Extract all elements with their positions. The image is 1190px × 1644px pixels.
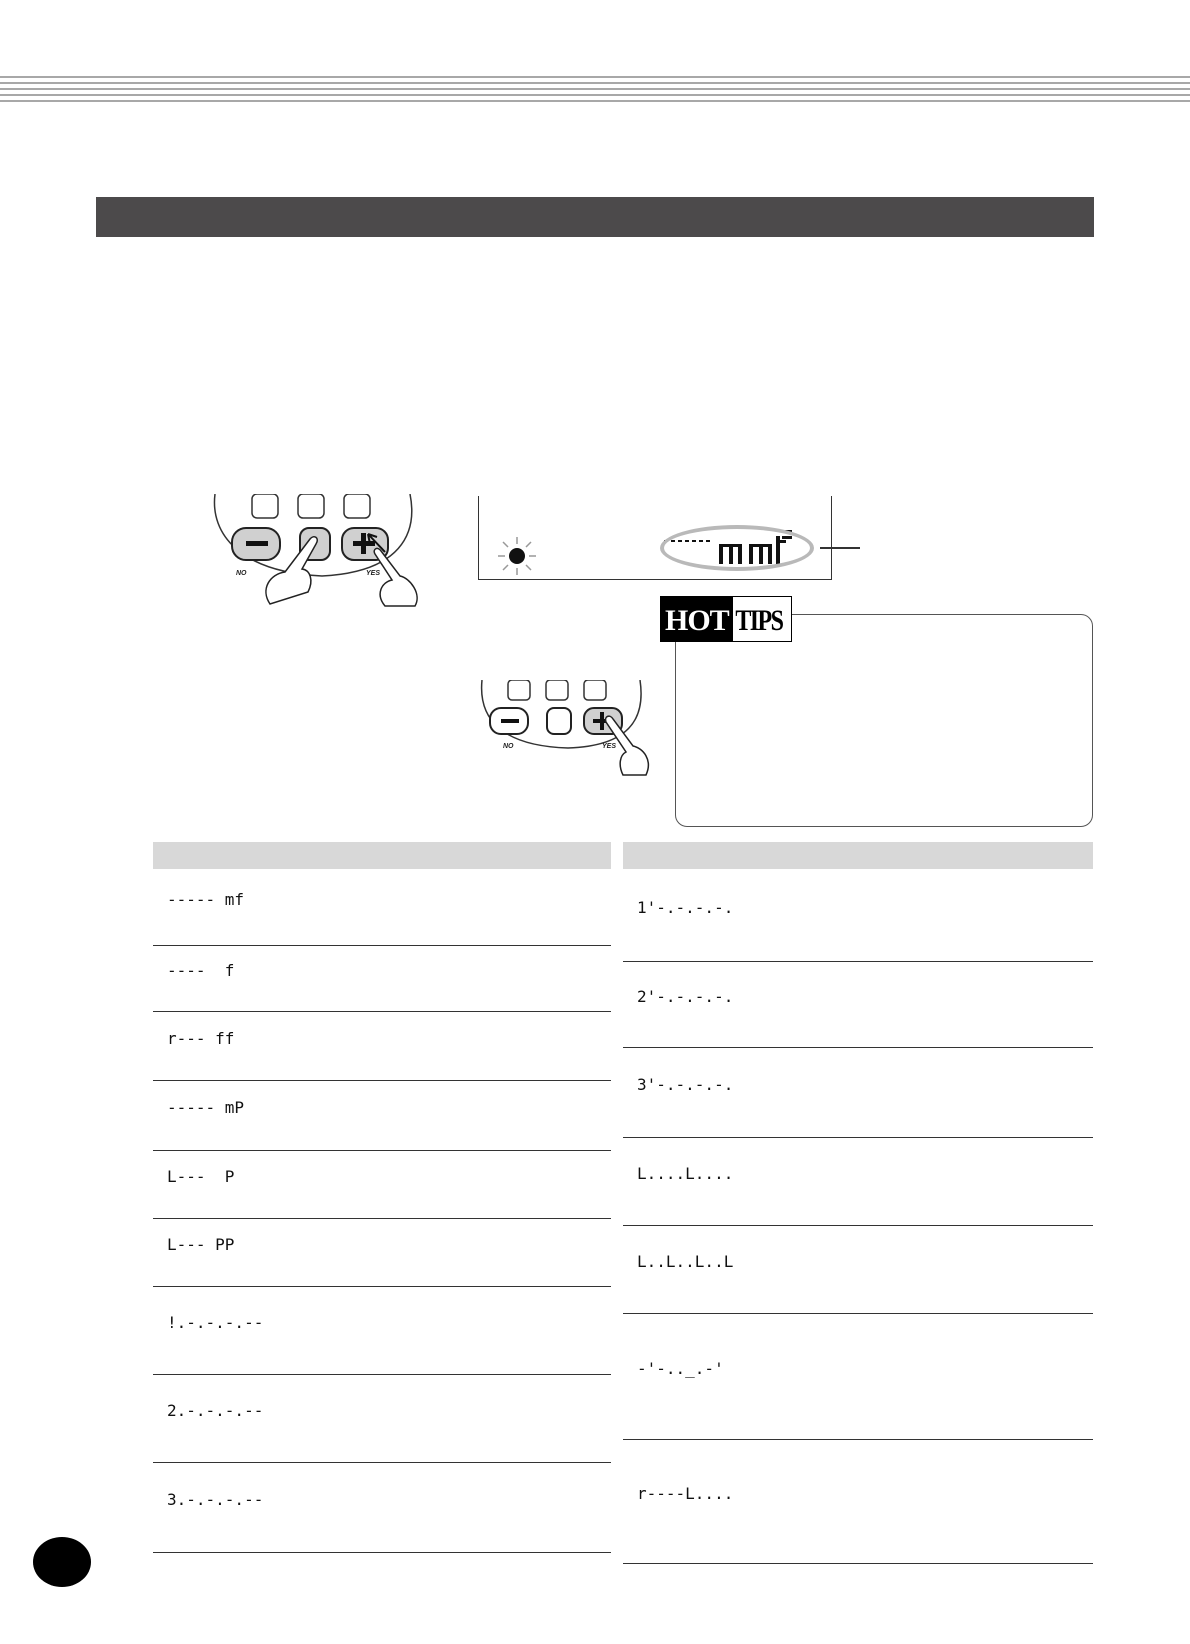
right-table-lcd-glyph: 1'-.-.-.-. [637, 898, 734, 917]
left-table-row [153, 1012, 611, 1081]
hot-tips-box [675, 614, 1093, 827]
left-table-row [153, 1219, 611, 1287]
left-table-lcd-glyph: L--- P [167, 1167, 235, 1186]
left-table-lcd-glyph: ---- f [167, 961, 235, 980]
hot-tips-logo [660, 596, 792, 642]
right-table-lcd-glyph: L..L..L..L [637, 1252, 734, 1271]
right-table-lcd-glyph: -'-.._.-' [637, 1359, 724, 1378]
left-table-header [153, 842, 611, 869]
right-table-row [623, 1138, 1093, 1226]
right-table-row [623, 1226, 1093, 1314]
right-table-row [623, 1314, 1093, 1440]
left-table-lcd-glyph: L--- PP [167, 1235, 235, 1254]
lcd-callout-line [820, 547, 860, 549]
header-staff-lines [0, 76, 1190, 106]
right-table-row [623, 1048, 1093, 1138]
right-table-row [623, 962, 1093, 1048]
panel-buttons-illustration-1 [210, 494, 435, 609]
left-table-row [153, 1081, 611, 1151]
section-header-bar [96, 197, 1094, 237]
left-table-row [153, 946, 611, 1012]
hot-tips-tips: TIPS [735, 604, 783, 637]
right-table-lcd-glyph: 3'-.-.-.-. [637, 1075, 734, 1094]
right-table-lcd-glyph: r----L.... [637, 1484, 734, 1503]
flashing-indicator-icon [497, 536, 537, 576]
left-table-row [153, 1375, 611, 1463]
page-number-badge [33, 1537, 91, 1587]
hot-tips-hot: HOT [661, 597, 733, 641]
no-label: NO [236, 570, 247, 577]
no-label-2: NO [503, 743, 514, 750]
yes-label-2: YES [602, 743, 617, 750]
right-table-lcd-glyph: L....L.... [637, 1164, 734, 1183]
left-table-row [153, 1463, 611, 1553]
left-table-row [153, 1287, 611, 1375]
yes-label: YES [366, 570, 381, 577]
left-table-lcd-glyph: ----- mf [167, 890, 245, 909]
left-table-lcd-glyph: r--- ff [167, 1029, 235, 1048]
left-table-lcd-glyph: 3.-.-.-.-- [167, 1490, 264, 1509]
left-table-lcd-glyph: !.-.-.-.-- [167, 1313, 264, 1332]
right-table-row [623, 1440, 1093, 1564]
right-table-row [623, 869, 1093, 962]
left-table-lcd-glyph: ----- mP [167, 1098, 245, 1117]
left-table-row [153, 869, 611, 946]
lcd-highlight-oval [660, 525, 814, 571]
left-table-lcd-glyph: 2.-.-.-.-- [167, 1401, 264, 1420]
panel-buttons-illustration-2 [478, 680, 658, 780]
left-table-row [153, 1151, 611, 1219]
right-table-lcd-glyph: 2'-.-.-.-. [637, 987, 734, 1006]
right-table-header [623, 842, 1093, 869]
